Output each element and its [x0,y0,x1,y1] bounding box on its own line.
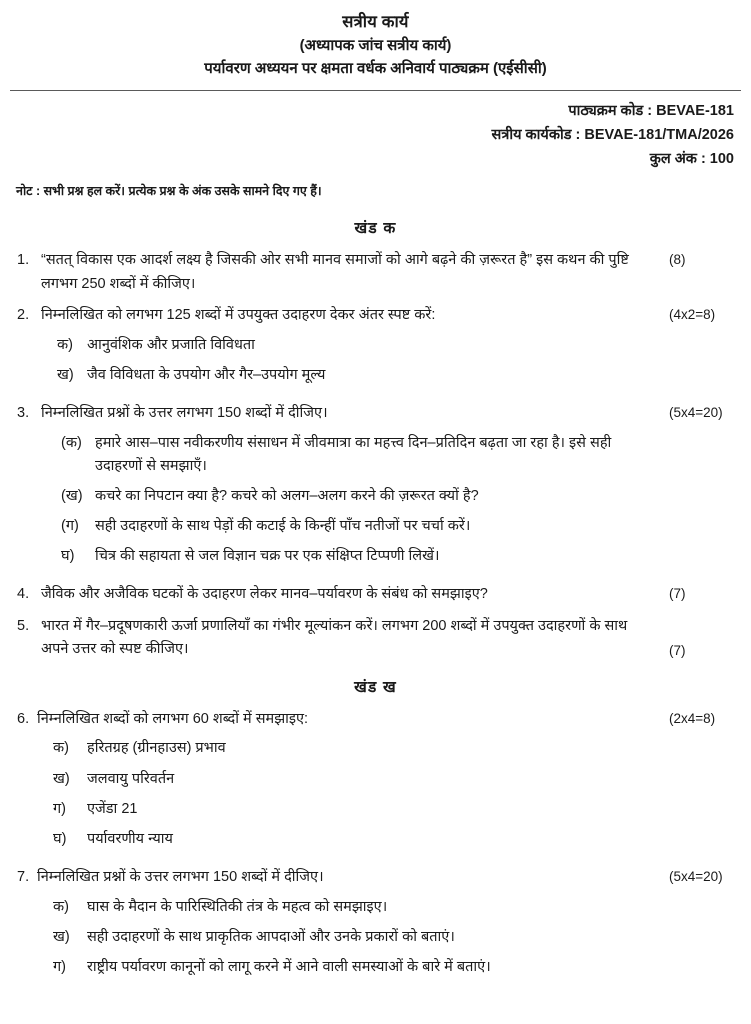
question-subitem [61,515,651,538]
question-marks: (5x4=20) [669,405,723,421]
question-subitem-list [37,737,651,851]
question-text: निम्नलिखित प्रश्नों के उत्तर लगभग 150 शब्दों में दीजिए। [37,869,324,886]
question-number: 4. [17,586,30,603]
subitem-text: हरितग्रह (ग्रीनहाउस) प्रभाव [87,740,226,757]
subitem-label: घ) [53,830,67,847]
question-number: 5. [17,617,30,634]
subitem-label: घ) [61,548,75,565]
subitem-text: चित्र की सहायता से जल विज्ञान चक्र पर एक संक्षिप्त टिप्पणी लिखें। [95,548,440,565]
question-number: 1. [17,252,30,269]
question-body [37,708,651,858]
subitem-label: ख) [53,770,70,787]
question-subitem [53,956,651,979]
subitem-text: जैव विविधता के उपयोग और गैर–उपयोग मूल्य [87,366,326,383]
subitem-label: ग) [53,958,66,975]
course-code: पाठ्यक्रम कोड : BEVAE-181 [568,102,734,119]
question-body [41,615,651,662]
question-body [37,866,651,986]
question-subitem-list [41,334,651,387]
subitem-label: ग) [53,800,66,817]
subitem-text: घास के मैदान के पारिस्थितिकी तंत्र के महत्व को समझाइए। [87,898,388,915]
question-text: निम्नलिखित प्रश्नों के उत्तर लगभग 150 शब्दों में दीजिए। [41,405,328,422]
subitem-label: क) [53,740,69,757]
question-item [16,402,737,575]
subitem-text: एजेंडा 21 [87,800,138,817]
question-item [16,249,737,296]
question-subitem [53,798,651,821]
question-subitem [61,545,651,568]
document-subtitle: (अध्यापक जांच सत्रीय कार्य) [299,36,452,54]
instructions-note: नोट : सभी प्रश्न हल करें। प्रत्येक प्रश्न के अंक उसके सामने दिए गए हैं। [16,183,322,198]
question-marks: (8) [669,252,686,268]
question-body [41,402,651,575]
question-subitem [53,926,651,949]
question-body [41,583,651,606]
subitem-label: ख) [57,366,74,383]
question-text: निम्नलिखित को लगभग 125 शब्दों में उपयुक्त उदाहरण देकर अंतर स्पष्ट करें: [41,307,436,324]
subitem-label: क) [57,336,73,353]
question-number: 7. [17,869,30,886]
question-marks: (2x4=8) [669,710,716,726]
page-title: सत्रीय कार्य [342,13,409,31]
subitem-text: कचरे का निपटान क्या है? कचरे को अलग–अलग करने की ज़रूरत क्यों है? [95,487,479,504]
question-subitem [53,737,651,760]
question-body [41,249,651,296]
question-number: 6. [17,710,30,727]
question-subitem [53,768,651,791]
question-subitem [61,432,651,478]
total-marks: कुल अंक : 100 [649,150,734,167]
question-body [41,304,651,394]
section-a-question-list [0,249,751,662]
question-subitem [53,896,651,919]
section-b-heading: खंड ख [354,678,397,696]
question-marks: (5x4=20) [669,869,723,885]
question-marks: (7) [669,586,686,602]
question-subitem [53,828,651,851]
question-marks: (4x2=8) [669,307,716,323]
question-subitem [61,485,651,508]
question-text: निम्नलिखित शब्दों को लगभग 60 शब्दों में समझाइए: [37,710,309,727]
question-subitem [57,334,651,357]
question-item [16,583,737,606]
question-number: 3. [17,405,30,422]
subitem-text: सही उदाहरणों के साथ पेड़ों की कटाई के किन्हीं पाँच नतीजों पर चर्चा करें। [95,518,471,535]
course-code-block [0,91,751,172]
question-text: भारत में गैर–प्रदूषणकारी ऊर्जा प्रणालियाँ का गंभीर मूल्यांकन करें। लगभग 200 शब्दों में उपयुक्त उदाहरणों के साथ अपने उत्तर को स्पष्ट कीजिए। [41,617,628,658]
subitem-text: जलवायु परिवर्तन [87,770,175,787]
question-item [16,708,737,858]
document-title-block [0,0,751,81]
question-text: जैविक और अजैविक घटकों के उदाहरण लेकर मानव–पर्यावरण के संबंध को समझाइए? [41,586,488,603]
subitem-text: आनुवंशिक और प्रजाति विविधता [87,336,255,353]
subitem-label: (ख) [61,487,83,504]
course-title: पर्यावरण अध्ययन पर क्षमता वर्धक अनिवार्य पाठ्यक्रम (एईसीसी) [204,60,547,78]
question-text: “सतत् विकास एक आदर्श लक्ष्य है जिसकी ओर सभी मानव समाजों को आगे बढ़ने की ज़रूरत है” इस कथन की पुष्टि लगभग 250 शब्दों में कीजिए। [41,252,629,292]
subitem-text: हमारे आस–पास नवीकरणीय संसाधन में जीवमात्रा का महत्त्व दिन–प्रतिदिन बढ़ता जा रहा है। इसे सही उदाहरणों से समझाएँ। [95,434,612,474]
question-subitem [57,364,651,387]
subitem-label: (ग) [61,518,79,535]
assignment-code: सत्रीय कार्यकोड : BEVAE-181/TMA/2026 [491,126,734,143]
subitem-label: (क) [61,434,82,451]
question-number: 2. [17,307,30,324]
subitem-text: राष्ट्रीय पर्यावरण कानूनों को लागू करने में आने वाली समस्याओं के बारे में बताएं। [87,958,491,975]
subitem-label: क) [53,898,69,915]
question-item [16,866,737,986]
question-subitem-list [37,896,651,980]
section-b-question-list [0,708,751,986]
section-a-heading: खंड क [354,220,397,238]
subitem-label: ख) [53,928,70,945]
subitem-text: सही उदाहरणों के साथ प्राकृतिक आपदाओं और उनके प्रकारों को बताएं। [87,928,455,945]
question-marks: (7) [669,643,686,659]
question-subitem-list [41,432,651,569]
question-item [16,304,737,394]
subitem-text: पर्यावरणीय न्याय [87,830,173,847]
question-item [16,615,737,662]
